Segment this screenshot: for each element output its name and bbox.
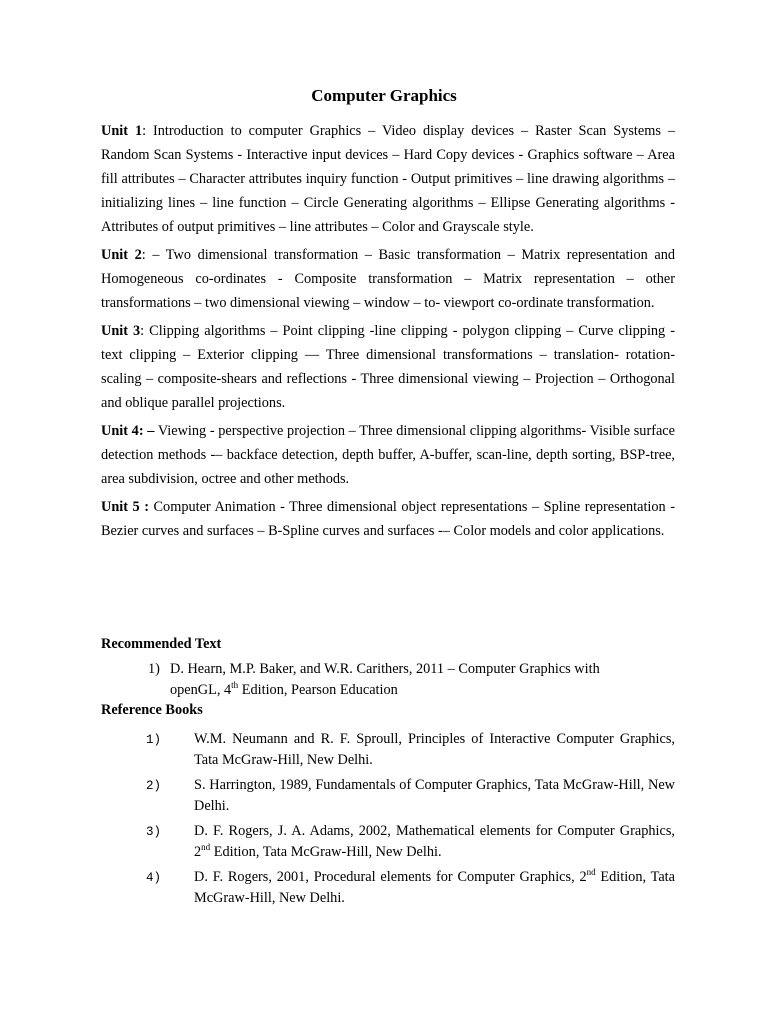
unit-label: Unit 1 [101,123,143,139]
unit-paragraph [101,119,675,239]
reference-number: 3) [146,825,162,839]
unit-label: Unit 3 [101,323,141,339]
unit-text: Clipping algorithms – Point clipping -line clipping - polygon clipping – Curve clipping - text clipping – Exterior clipping –– Three dimensional transformations – translation- rotation- scaling – composite-shears and reflections - Three dimensional viewing – Projection – Orthogonal and oblique parallel projections. [101,323,675,411]
unit-separator: : [141,247,146,263]
ordinal-suffix: nd [586,867,596,878]
reference-number: 1) [146,733,162,747]
reference-text-main: D. F. Rogers, 2001, Procedural elements for Computer Graphics, 2 [194,869,587,885]
unit-separator: : [142,123,147,139]
reference-text [194,821,675,863]
reference-text-main: D. F. Rogers, J. A. Adams, 2002, Mathematical elements for Computer Graphics, 2 [194,823,675,860]
unit-separator: : [140,323,145,339]
reference-text-main: S. Harrington, 1989, Fundamentals of Computer Graphics, Tata McGraw-Hill, New Delhi. [194,777,675,814]
reference-item [146,821,675,863]
syllabus-units [101,119,675,547]
item-number: 1) [148,661,160,677]
unit-text: Viewing - perspective projection – Three dimensional clipping algorithms- Visible surface detection methods -– backface detection, depth buffer, A-buffer, scan-line, depth sorting, BSP-tree, area subdivision, octree and other methods. [101,423,675,487]
unit-text: – Two dimensional transformation – Basic transformation – Matrix representation and Homogeneous co-ordinates - Composite transformation – Matrix representation – other transformations – two dimensional viewing – window – to- viewport co-ordinate transformation. [101,247,676,311]
reference-item [146,775,675,817]
reference-text [194,867,675,909]
reference-list [146,729,675,913]
reference-text-rest: Edition, Tata McGraw-Hill, New Delhi. [194,869,675,906]
unit-text: Introduction to computer Graphics – Video display devices – Raster Scan Systems – Random Scan Systems - Interactive input devices – Hard Copy devices - Graphics software – Area fill attributes – Character attributes inquiry function - Output primitives – line drawing algorithms – initializing lines – line function – Circle Generating algorithms – Ellipse Generating algorithms - Attributes of output primitives – line attributes – Color and Grayscale style. [101,123,675,235]
item-text-line1: D. Hearn, M.P. Baker, and W.R. Carithers, 2011 – Computer Graphics with [170,661,600,677]
page-title: Computer Graphics [311,86,457,105]
ordinal-suffix: th [231,680,239,691]
reference-number: 2) [146,779,162,793]
ordinal-suffix: nd [201,842,211,853]
unit-label: Unit 4: – [101,423,155,439]
reference-item [146,729,675,771]
unit-label: Unit 5 : [101,499,149,515]
reference-text [194,775,675,817]
item-text-line2-rest: Edition, Pearson Education [238,682,398,698]
reference-item [146,867,675,909]
reference-books-heading: Reference Books [101,702,203,718]
item-text-line2: openGL, 4 [170,682,232,698]
reference-text-rest: Edition, Tata McGraw-Hill, New Delhi. [210,844,442,860]
reference-text-main: W.M. Neumann and R. F. Sproull, Principles of Interactive Computer Graphics, Tata McGraw-Hill, New Delhi. [194,731,675,768]
unit-paragraph [101,243,675,315]
unit-label: Unit 2 [101,247,142,263]
reference-number: 4) [146,871,162,885]
unit-paragraph [101,495,675,543]
unit-paragraph [101,419,675,491]
unit-paragraph [101,319,675,415]
recommended-text-heading: Recommended Text [101,636,222,652]
unit-text: Computer Animation - Three dimensional object representations – Spline representation - Bezier curves and surfaces – B-Spline curves and surfaces -– Color models and color applications. [101,499,675,539]
reference-text [194,729,675,771]
recommended-item [148,659,675,701]
